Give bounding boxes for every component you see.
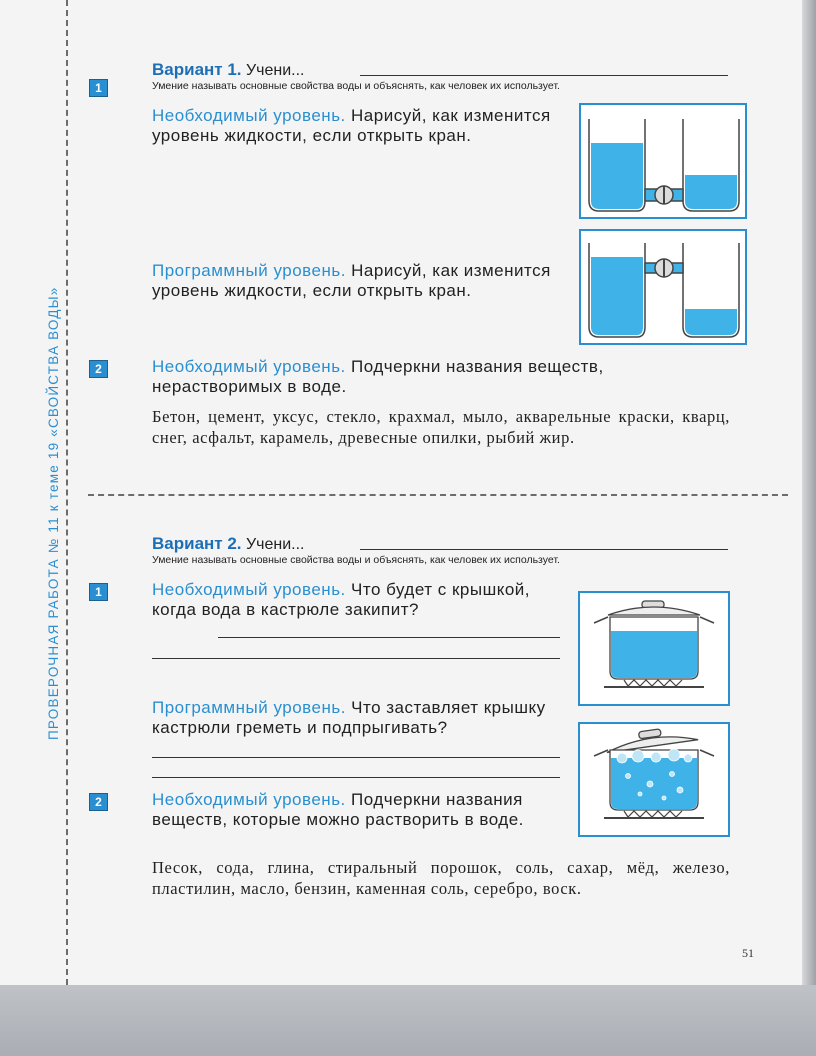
connected-vessels-icon [581,105,745,217]
variant1-task1b-level: Программный уровень. [152,261,346,280]
variant2-task1a-text: Что будет с крышкой, когда вода в кастрюле закипит? [152,580,531,619]
variant1-task1-number: 1 [89,79,108,97]
variant2-task1b-text: Что заставляет крышку кастрюли греметь и подпрыгивать? [152,698,546,737]
connected-vessels-icon [581,231,745,343]
variant2-task1b-answer-line-1[interactable] [152,757,560,758]
variant2-task1a-answer-line-1[interactable] [218,637,560,638]
page-right-edge [802,0,816,985]
connected-vessels-picture-2 [579,229,747,345]
variant1-task2 [152,357,730,397]
variant2-task1b [152,698,567,738]
variant2-skill: Умение называть основные свойства воды и объяснять, как человек их использует. [152,554,560,566]
variant1-student-label: Учени... [245,62,305,79]
variant1-task1a [152,106,567,146]
cut-line-vertical [66,0,68,985]
page-number: 51 [742,946,754,960]
variant1-task2-number: 2 [89,360,108,378]
side-title: ПРОВЕРОЧНАЯ РАБОТА № 11 к теме 19 «СВОЙСТВА ВОДЫ» [46,286,61,740]
variant2-student-label: Учени... [245,536,305,553]
variant2-header [152,534,304,554]
variant2-substances-list[interactable]: Песок, сода, глина, стиральный порошок, соль, сахар, мёд, железо, пластилин, масло, бензин, каменная соль, серебро, воск. [152,858,730,898]
pot-picture-1 [578,591,730,706]
page-bottom-edge [0,985,816,1056]
variant2-task1a-level: Необходимый уровень. [152,580,346,599]
variant1-task1b [152,261,567,301]
variant1-title: Вариант 1. [152,60,242,79]
variant2-task2-text: Подчеркни названия веществ, которые можно растворить в воде. [152,790,524,829]
variant1-skill: Умение называть основные свойства воды и объяснять, как человек их использует. [152,80,560,92]
variant1-substances-list[interactable]: Бетон, цемент, уксус, стекло, крахмал, мыло, акварельные краски, кварц, снег, асфальт, карамель, древесные опилки, рыбий жир. [152,407,730,447]
variant2-task1a-answer-line-2[interactable] [152,658,560,659]
variant2-task2-level: Необходимый уровень. [152,790,346,809]
variant1-task2-level: Необходимый уровень. [152,357,346,376]
connected-vessels-picture-1 [579,103,747,219]
variant2-name-field[interactable] [360,549,728,550]
boiling-pot-icon [580,724,728,835]
variant2-task1b-answer-line-2[interactable] [152,777,560,778]
variant1-task1b-text: Нарисуй, как изменится уровень жидкости, если открыть кран. [152,261,551,300]
variant2-title: Вариант 2. [152,534,242,553]
variant1-task1a-level: Необходимый уровень. [152,106,346,125]
variant1-header [152,60,304,80]
cooking-pot-icon [580,593,728,704]
variant1-task1a-text: Нарисуй, как изменится уровень жидкости, если открыть кран. [152,106,551,145]
variant2-task1b-level: Программный уровень. [152,698,346,717]
variant2-task1a [152,580,567,620]
cut-line-horizontal [88,494,788,496]
variant1-task2-text: Подчеркни названия веществ, нерастворимых в воде. [152,357,604,396]
variant1-name-field[interactable] [360,75,728,76]
variant2-task1-number: 1 [89,583,108,601]
variant2-task2 [152,790,567,830]
pot-picture-2 [578,722,730,837]
variant2-task2-number: 2 [89,793,108,811]
